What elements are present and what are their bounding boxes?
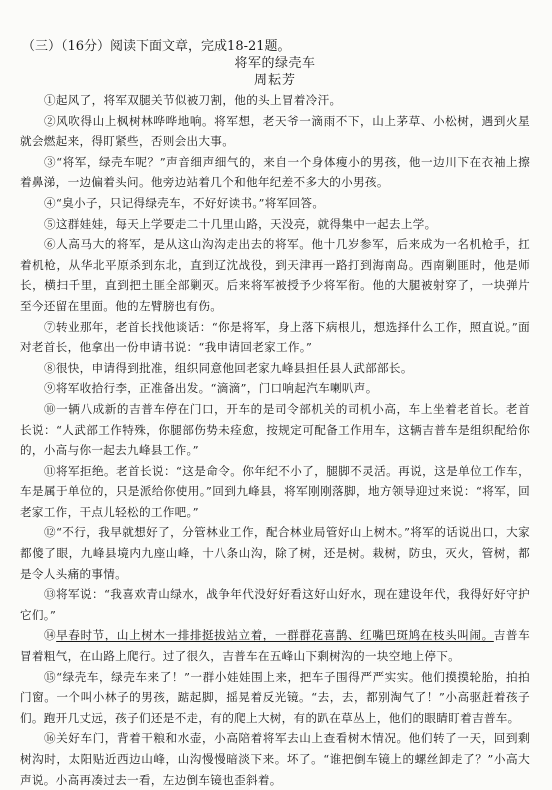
paragraph-7	[20, 317, 530, 358]
paragraph-12	[20, 522, 530, 584]
paragraph-text: ②风吹得山上枫树林哗哗地响。将军想，老天爷一滴雨不下，山上茅草、小松树，遇到火星就会燃起来，得盯紧些，否则会出大事。	[20, 113, 530, 149]
paragraph-text: ④“臭小子，只记得绿壳车，不好好读书。”将军回答。	[44, 195, 325, 210]
paragraph-text: ⑬将军说：“我喜欢青山绿水，战争年代没好好看这好山好水，现在建设年代，我得好好守护它们。”	[20, 587, 530, 622]
paragraph-6	[20, 234, 530, 316]
paragraph-2	[20, 111, 530, 152]
paragraph-text: ⑥人高马大的将军，是从这山沟沟走出去的将军。他十几岁参军，后来成为一名机枪手，扛着机枪，从华北平原杀到东北，直到辽沈战役，到天津再一路打到海南岛。西南剿匪时，他是师长，横扫千里，直到把土匪全部剿灭。后来将军被授予少将军衔。他的大腿被射穿了，一块弹片至今还留在里面。他的左臂膀也有伤。	[20, 237, 530, 313]
paragraph-8	[20, 358, 530, 379]
question-header: （三）（16分）阅读下面文章，完成18-21题。	[22, 39, 291, 54]
paragraph-3	[20, 152, 530, 193]
paragraph-1	[20, 90, 530, 111]
paragraph-text: ⑫“不行，我早就想好了，分管林业工作，配合林业局管好山上树木。”将军的话说出口，大家都傻了眼，九峰县境内九座山峰，十八条山沟，除了树，还是树。栽树，防虫，灭火，管树，都是令人头痛的事情。	[20, 525, 530, 581]
paragraph-text: ⑪将军拒绝。老首长说：“这是命令。你年纪不小了，腿脚不灵活。再说，这是单位工作车，车是属于单位的，只是派给你使用。”回到九峰县，将军刚刚落脚，地方领导迎过来说：“将军，回老家工作，干点儿轻松的工作吧。”	[20, 463, 530, 519]
paragraph-13	[20, 584, 530, 625]
paragraph-text: ⑤这群娃娃，每天上学要走二十几里山路，天没亮，就得集中一起去上学。	[44, 216, 437, 231]
paragraph-text: ⑨将军收拾行李，正准备出发。“滴滴”，门口响起汽车喇叭声。	[44, 381, 378, 396]
paragraph-text: ⑯关好车门，背着干粮和水壶，小高陪着将军去山上查看树木情况。他们转了一天，回到剩树沟时，太阳贴近西边山峰，山沟慢慢暗淡下来。坏了。“谁把倒车镜上的螺丝卸走了？”小高大声说。小高再凑过去一看，左边倒车镜也歪斜着。	[20, 731, 530, 787]
paragraph-14	[20, 625, 530, 666]
underlined-text: 早春时节，山上树木一排排挺拔站立着，一群群花喜鹊、红嘴巴斑鸠在枝头叫闹。	[56, 628, 494, 643]
paragraph-15	[20, 667, 530, 729]
article-title: 将军的绿壳车	[234, 56, 316, 71]
paragraph-10	[20, 399, 530, 461]
paragraph-text: ①起风了，将军双腿关节似被刀割，他的头上冒着冷汗。	[44, 93, 342, 107]
paragraph-text: 吉普车冒着粗气，在山路上爬行。过了很久，吉普车在五峰山下剩树沟的一块空地上停下。	[20, 628, 530, 664]
paragraph-16	[20, 728, 530, 790]
article-body	[20, 90, 530, 790]
paragraph-9	[20, 378, 530, 399]
paragraph-11	[20, 461, 530, 523]
paragraph-text: ⑭	[44, 628, 57, 643]
paragraph-text: ③“将军，绿壳车呢？”声音细声细气的，来自一个身体瘦小的男孩，他一边川下在衣袖上擦着鼻涕，一边偏着头问。他旁边站着几个和他年纪差不多大的小男孩。	[20, 154, 530, 190]
paragraph-text: ⑧很快，申请得到批准，组织同意他回老家九峰县担任县人武部部长。	[44, 360, 413, 375]
paragraph-4	[20, 193, 530, 214]
article-author: 周耘芳	[253, 73, 296, 88]
paragraph-text: ⑮“绿壳车，绿壳车来了！”一群小娃娃围上来，把车子围得严严实实。他们摸摸轮胎，拍拍门窗。一个叫小林子的男孩，踮起脚，摇晃着反光镜。“去，去，都别淘气了！”小高驱赶着孩子们。跑开几丈远，孩子们还是不走，有的爬上大树，有的趴在草丛上，他们的眼睛盯着吉普车。	[20, 669, 530, 725]
paragraph-text: ⑦转业那年，老首长找他谈话：“你是将军，身上落下病根儿，想选择什么工作，照直说。”面对老首长，他拿出一份申请书说：“我申请回老家工作。”	[20, 319, 530, 355]
paragraph-text: ⑩一辆八成新的吉普车停在门口，开车的是司令部机关的司机小高，车上坐着老首长。老首长说：“人武部工作特殊，你腿部伤势未痊愈，按规定可配备工作用车，这辆吉普车是组织配给你的，小高与你一起去九峰县工作。”	[20, 401, 530, 458]
paragraph-5	[20, 214, 530, 235]
